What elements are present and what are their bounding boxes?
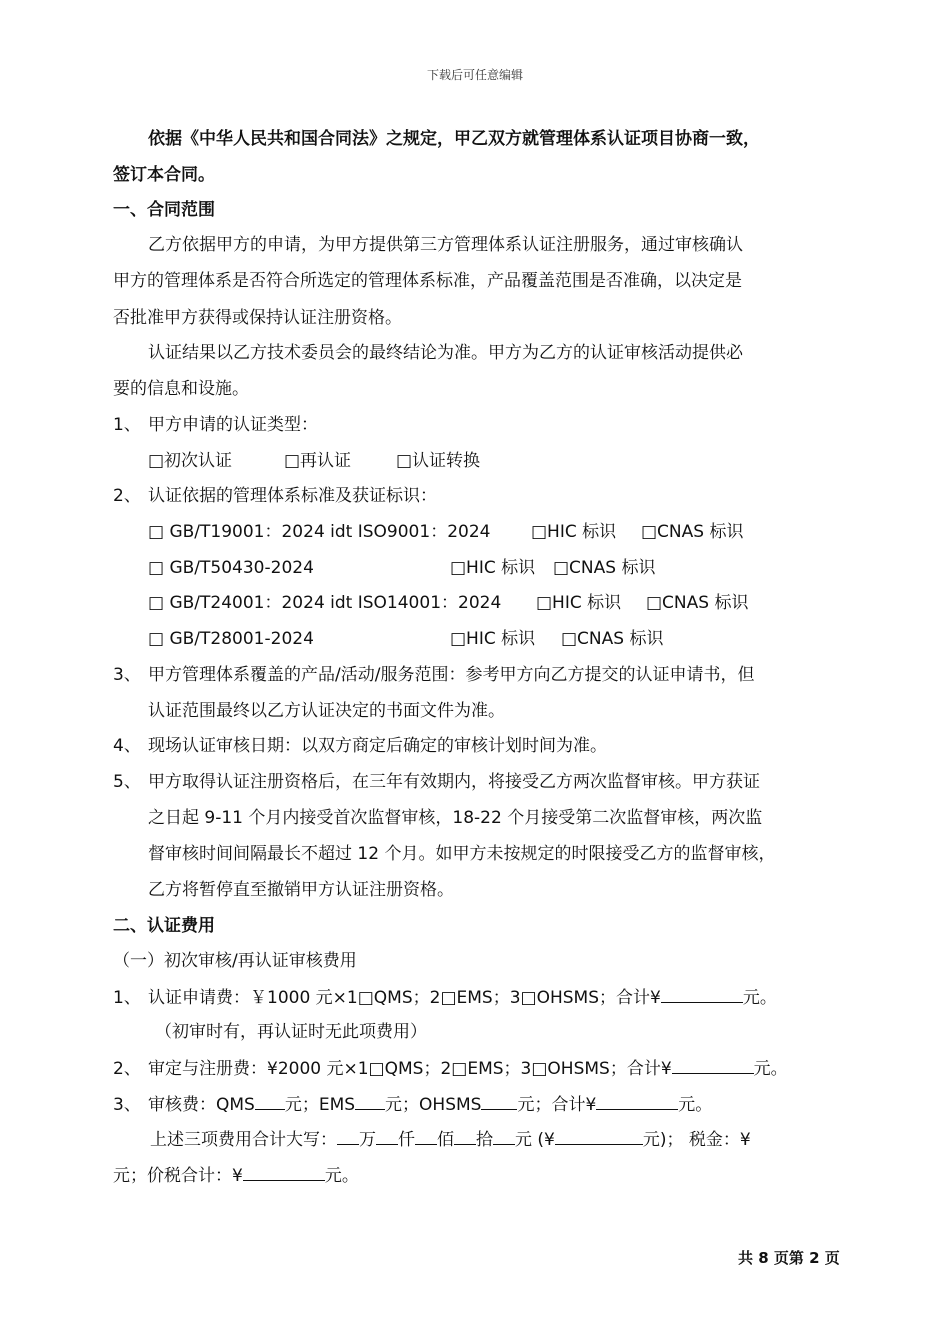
para-2-line-2: 要的信息和设施。 — [113, 379, 249, 399]
standard-qms-hic-checkbox[interactable]: □HIC 标识 — [531, 522, 617, 542]
para-1-line-2: 甲方的管理体系是否符合所选定的管理体系标准，产品覆盖范围是否准确，以决定是 — [113, 271, 742, 291]
total-bai-field[interactable] — [415, 1128, 437, 1145]
fee-1-note: （初审时有，再认证时无此项费用） — [155, 1022, 427, 1042]
standard-qms-cnas-checkbox[interactable]: □CNAS 标识 — [641, 522, 744, 542]
standard-50430-cnas-checkbox[interactable]: □CNAS 标识 — [553, 558, 656, 578]
fee-3-total-field[interactable] — [596, 1093, 678, 1110]
item-5-line-4: 乙方将暂停直至撤销甲方认证注册资格。 — [148, 880, 454, 900]
para-1-line-1: 乙方依据甲方的申请，为甲方提供第三方管理体系认证注册服务，通过审核确认 — [148, 235, 743, 255]
section-1-title: 一、合同范围 — [113, 200, 215, 220]
fee-1-total-field[interactable] — [661, 986, 743, 1003]
item-3-line-2: 认证范围最终以乙方认证决定的书面文件为准。 — [148, 701, 505, 721]
total-shi-field[interactable] — [454, 1128, 476, 1145]
item-5-line-3: 督审核时间间隔最长不超过 12 个月。如甲方未按规定的时限接受乙方的监督审核， — [148, 844, 776, 864]
total-amount-field[interactable] — [555, 1128, 643, 1145]
item-5-line-2: 之日起 9-11 个月内接受首次监督审核，18-22 个月接受第二次监督审核，两次监 — [148, 808, 763, 828]
type-recert-checkbox[interactable]: □再认证 — [284, 451, 352, 471]
total-line-2: 元；价税合计：¥ 元。 — [113, 1166, 359, 1186]
total-qian-field[interactable] — [376, 1128, 398, 1145]
total-yuan-field[interactable] — [493, 1128, 515, 1145]
standard-qms-checkbox[interactable]: □ GB/T19001：2024 idt ISO9001：2024 — [148, 522, 491, 542]
fee-2-total-field[interactable] — [672, 1057, 754, 1074]
para-1-line-3: 否批准甲方获得或保持认证注册资格。 — [113, 308, 402, 328]
item-2: 2、 认证依据的管理体系标准及获证标识： — [113, 486, 437, 506]
intro-line-1: 依据《中华人民共和国合同法》之规定，甲乙双方就管理体系认证项目协商一致， — [148, 129, 760, 149]
standard-ems-hic-checkbox[interactable]: □HIC 标识 — [536, 593, 622, 613]
total-line-1: 上述三项费用合计大写： 万 仟 佰 拾 元 (¥ 元)； 税金：¥ — [150, 1130, 751, 1150]
page-header: 下载后可任意编辑 — [426, 68, 523, 82]
fee-3: 3、 审核费：QMS 元；EMS 元；OHSMS 元；合计¥ 元。 — [113, 1095, 713, 1115]
fee-3-ohsms-field[interactable] — [481, 1093, 517, 1110]
item-1: 1、 甲方申请的认证类型： — [113, 415, 318, 435]
fee-3-qms-field[interactable] — [255, 1093, 285, 1110]
subsection-1-title: （一）初次审核/再认证审核费用 — [113, 951, 357, 971]
para-2-line-1: 认证结果以乙方技术委员会的最终结论为准。甲方为乙方的认证审核活动提供必 — [148, 343, 743, 363]
page-footer: 共 8 页第 2 页 — [738, 1249, 840, 1267]
fee-1: 1、 认证申请费：￥1000 元×1□QMS；2□EMS；3□OHSMS；合计¥ 元。 — [113, 988, 777, 1008]
type-initial-checkbox[interactable]: □初次认证 — [148, 451, 233, 471]
type-transfer-checkbox[interactable]: □认证转换 — [396, 451, 481, 471]
fee-2: 2、 审定与注册费：¥2000 元×1□QMS；2□EMS；3□OHSMS；合计¥ 元。 — [113, 1059, 788, 1079]
section-2-title: 二、认证费用 — [113, 916, 215, 936]
tax-included-total-field[interactable] — [243, 1164, 325, 1181]
total-wan-field[interactable] — [337, 1128, 359, 1145]
item-5: 5、 甲方取得认证注册资格后，在三年有效期内，将接受乙方两次监督审核。甲方获证 — [113, 772, 760, 792]
standard-ohsms-hic-checkbox[interactable]: □HIC 标识 — [450, 629, 536, 649]
fee-3-ems-field[interactable] — [355, 1093, 385, 1110]
intro-line-2: 签订本合同。 — [113, 165, 215, 185]
item-3: 3、 甲方管理体系覆盖的产品/活动/服务范围：参考甲方向乙方提交的认证申请书，但 — [113, 665, 755, 685]
item-4: 4、 现场认证审核日期：以双方商定后确定的审核计划时间为准。 — [113, 736, 607, 756]
standard-ems-cnas-checkbox[interactable]: □CNAS 标识 — [646, 593, 749, 613]
standard-50430-hic-checkbox[interactable]: □HIC 标识 — [450, 558, 536, 578]
standard-ohsms-checkbox[interactable]: □ GB/T28001-2024 — [148, 629, 314, 649]
standard-50430-checkbox[interactable]: □ GB/T50430-2024 — [148, 558, 314, 578]
standard-ohsms-cnas-checkbox[interactable]: □CNAS 标识 — [561, 629, 664, 649]
standard-ems-checkbox[interactable]: □ GB/T24001：2024 idt ISO14001：2024 — [148, 593, 502, 613]
